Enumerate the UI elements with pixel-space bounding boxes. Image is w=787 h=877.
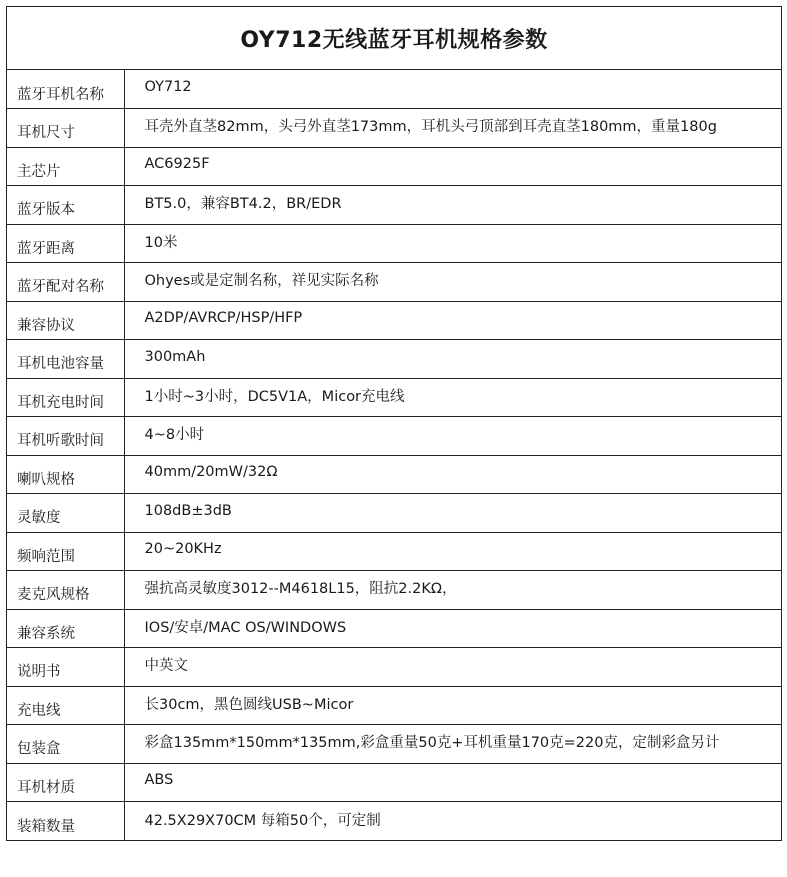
spec-label: 包装盒	[7, 725, 124, 764]
spec-sheet	[6, 6, 782, 841]
spec-value: 40mm/20mW/32Ω	[124, 455, 781, 494]
table-row	[7, 648, 781, 687]
spec-label: 耳机充电时间	[7, 378, 124, 417]
spec-label: 蓝牙版本	[7, 186, 124, 225]
spec-value: Ohyes或是定制名称，祥见实际名称	[124, 263, 781, 302]
spec-value: 长30cm，黑色圆线USB~Micor	[124, 686, 781, 725]
spec-value: 10米	[124, 224, 781, 263]
table-row	[7, 378, 781, 417]
table-row	[7, 763, 781, 802]
spec-value: 彩盒135mm*150mm*135mm,彩盒重量50克+耳机重量170克=220克，定制彩盒另计	[124, 725, 781, 764]
spec-value: 强抗高灵敏度3012--M4618L15，阻抗2.2KΩ，	[124, 571, 781, 610]
table-row	[7, 725, 781, 764]
spec-label: 蓝牙配对名称	[7, 263, 124, 302]
table-row	[7, 186, 781, 225]
spec-table	[7, 70, 781, 840]
table-row	[7, 455, 781, 494]
spec-label: 装箱数量	[7, 802, 124, 841]
spec-value: OY712	[144, 79, 192, 95]
table-row	[7, 571, 781, 610]
spec-label: 喇叭规格	[7, 455, 124, 494]
spec-label: 耳机材质	[7, 763, 124, 802]
spec-label: 蓝牙距离	[7, 224, 124, 263]
table-row	[7, 263, 781, 302]
table-row	[7, 494, 781, 533]
table-row	[7, 417, 781, 456]
table-row	[7, 224, 781, 263]
table-row	[7, 802, 781, 841]
table-row	[7, 340, 781, 379]
spec-label: 充电线	[7, 686, 124, 725]
spec-value: 20~20KHz	[124, 532, 781, 571]
spec-value: 108dB±3dB	[124, 494, 781, 533]
spec-value: 耳壳外直茎82mm，头弓外直茎173mm，耳机头弓顶部到耳壳直茎180mm，重量180g	[124, 109, 781, 148]
spec-label: 耳机电池容量	[7, 340, 124, 379]
spec-label: 主芯片	[7, 147, 124, 186]
spec-value: BT5.0，兼容BT4.2，BR/EDR	[124, 186, 781, 225]
spec-label: 耳机尺寸	[7, 109, 124, 148]
spec-label: 灵敏度	[7, 494, 124, 533]
spec-value: ABS	[124, 763, 781, 802]
spec-label: 频响范围	[7, 532, 124, 571]
spec-value: 300mAh	[124, 340, 781, 379]
table-row	[7, 301, 781, 340]
spec-label: 麦克风规格	[7, 571, 124, 610]
spec-value: 42.5X29X70CM 每箱50个，可定制	[124, 802, 781, 841]
spec-table-body	[7, 70, 781, 840]
spec-label: 兼容系统	[7, 609, 124, 648]
spec-value: 中英文	[124, 648, 781, 687]
spec-label: 耳机听歌时间	[7, 417, 124, 456]
table-row	[7, 147, 781, 186]
spec-label: 说明书	[7, 648, 124, 687]
table-row	[7, 532, 781, 571]
title-row	[7, 7, 781, 70]
page-title: OY712无线蓝牙耳机规格参数	[240, 27, 548, 53]
table-row	[7, 686, 781, 725]
spec-value: 1小时~3小时，DC5V1A，Micor充电线	[124, 378, 781, 417]
spec-value: IOS/安卓/MAC OS/WINDOWS	[124, 609, 781, 648]
spec-value: AC6925F	[124, 147, 781, 186]
spec-value: A2DP/AVRCP/HSP/HFP	[124, 301, 781, 340]
table-row	[7, 109, 781, 148]
table-row	[7, 70, 781, 109]
spec-value: 4~8小时	[124, 417, 781, 456]
table-row	[7, 609, 781, 648]
spec-label: 蓝牙耳机名称	[7, 70, 124, 109]
spec-label: 兼容协议	[7, 301, 124, 340]
